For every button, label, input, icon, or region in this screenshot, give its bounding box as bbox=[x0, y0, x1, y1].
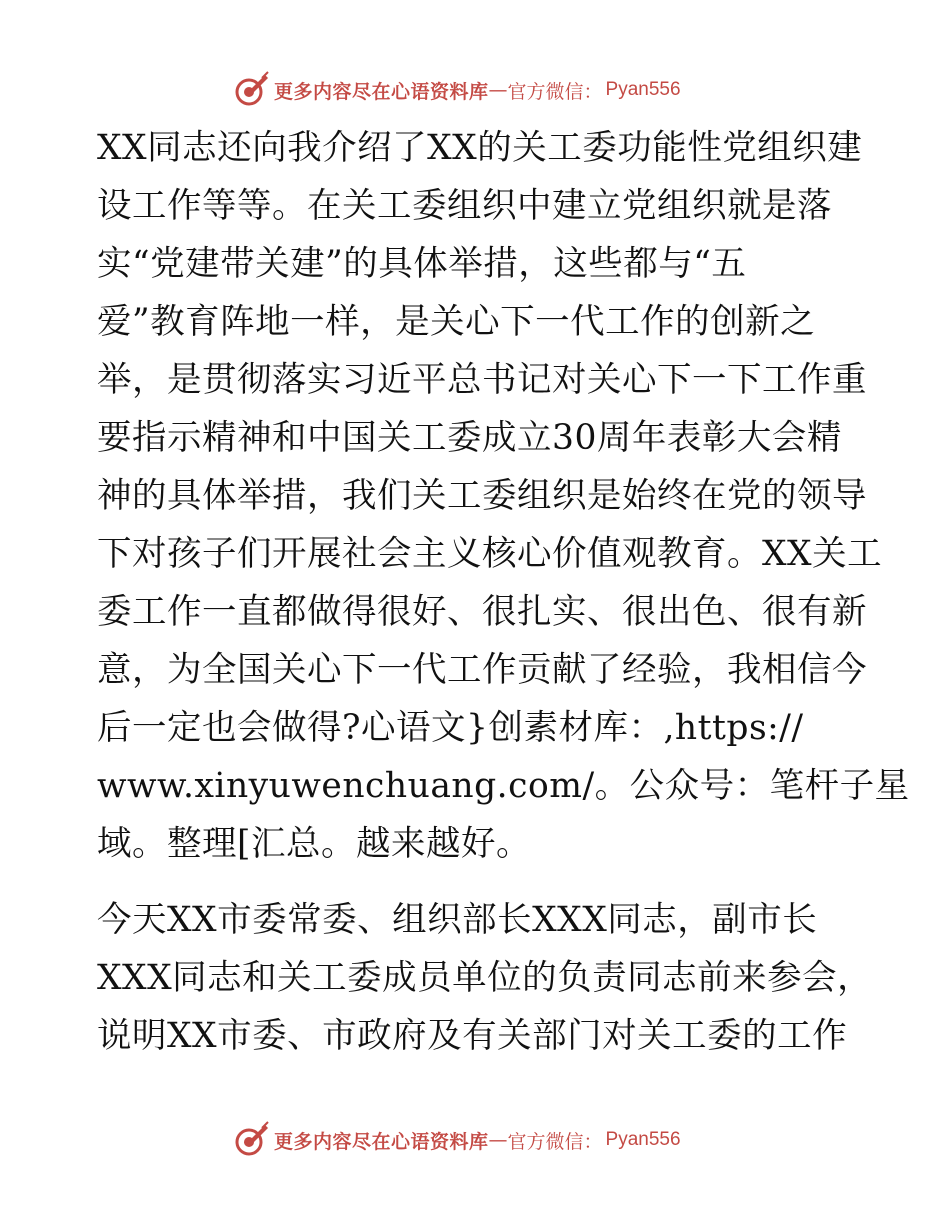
text-line: 举，是贯彻落实习近平总书记对关心下一下工作重 bbox=[97, 360, 867, 400]
banner-wechat-label: 官方微信： bbox=[507, 1130, 603, 1153]
text-line: 意，为全国关心下一代工作贡献了经验，我相信今 bbox=[97, 650, 867, 690]
text-line: 说明XX市委、市政府及有关部门对关工委的工作 bbox=[97, 1016, 848, 1056]
text-line: 爱”教育阵地一样，是关心下一代工作的创新之 bbox=[97, 302, 816, 342]
text-line: 要指示精神和中国关工委成立30周年表彰大会精 bbox=[97, 418, 842, 458]
banner-wechat-label: 官方微信： bbox=[507, 80, 603, 103]
banner-wechat-id: Pyan556 bbox=[605, 79, 681, 100]
text-line: 神的具体举措，我们关工委组织是始终在党的领导 bbox=[97, 476, 867, 516]
text-line: 今天XX市委常委、组织部长XXX同志，副市长 bbox=[97, 900, 818, 940]
quill-pen-logo-icon bbox=[232, 1120, 272, 1160]
text-line: XXX同志和关工委成员单位的负责同志前来参会， bbox=[97, 958, 873, 998]
text-line: www.xinyuwenchuang.com/。公众号：笔杆子星 bbox=[97, 766, 910, 806]
text-line: 下对孩子们开展社会主义核心价值观教育。XX关工 bbox=[97, 534, 883, 574]
text-line: 后一定也会做得?心语文}创素材库：,https:// bbox=[97, 708, 804, 748]
text-line: 域。整理[汇总。越来越好。 bbox=[97, 824, 531, 864]
banner-separator: — bbox=[488, 79, 508, 101]
header-banner bbox=[232, 70, 681, 110]
text-line: XX同志还向我介绍了XX的关工委功能性党组织建 bbox=[97, 128, 863, 168]
quill-pen-logo-icon bbox=[232, 70, 272, 110]
banner-brand-text: 更多内容尽在心语资料库 bbox=[274, 1130, 489, 1153]
text-line: 设工作等等。在关工委组织中建立党组织就是落 bbox=[97, 186, 832, 226]
text-line: 实“党建带关建”的具体举措，这些都与“五 bbox=[97, 244, 747, 284]
banner-wechat-id: Pyan556 bbox=[605, 1129, 681, 1150]
footer-banner bbox=[232, 1120, 681, 1160]
banner-brand-text: 更多内容尽在心语资料库 bbox=[274, 80, 489, 103]
banner-separator: — bbox=[488, 1129, 508, 1151]
text-line: 委工作一直都做得很好、很扎实、很出色、很有新 bbox=[97, 592, 867, 632]
